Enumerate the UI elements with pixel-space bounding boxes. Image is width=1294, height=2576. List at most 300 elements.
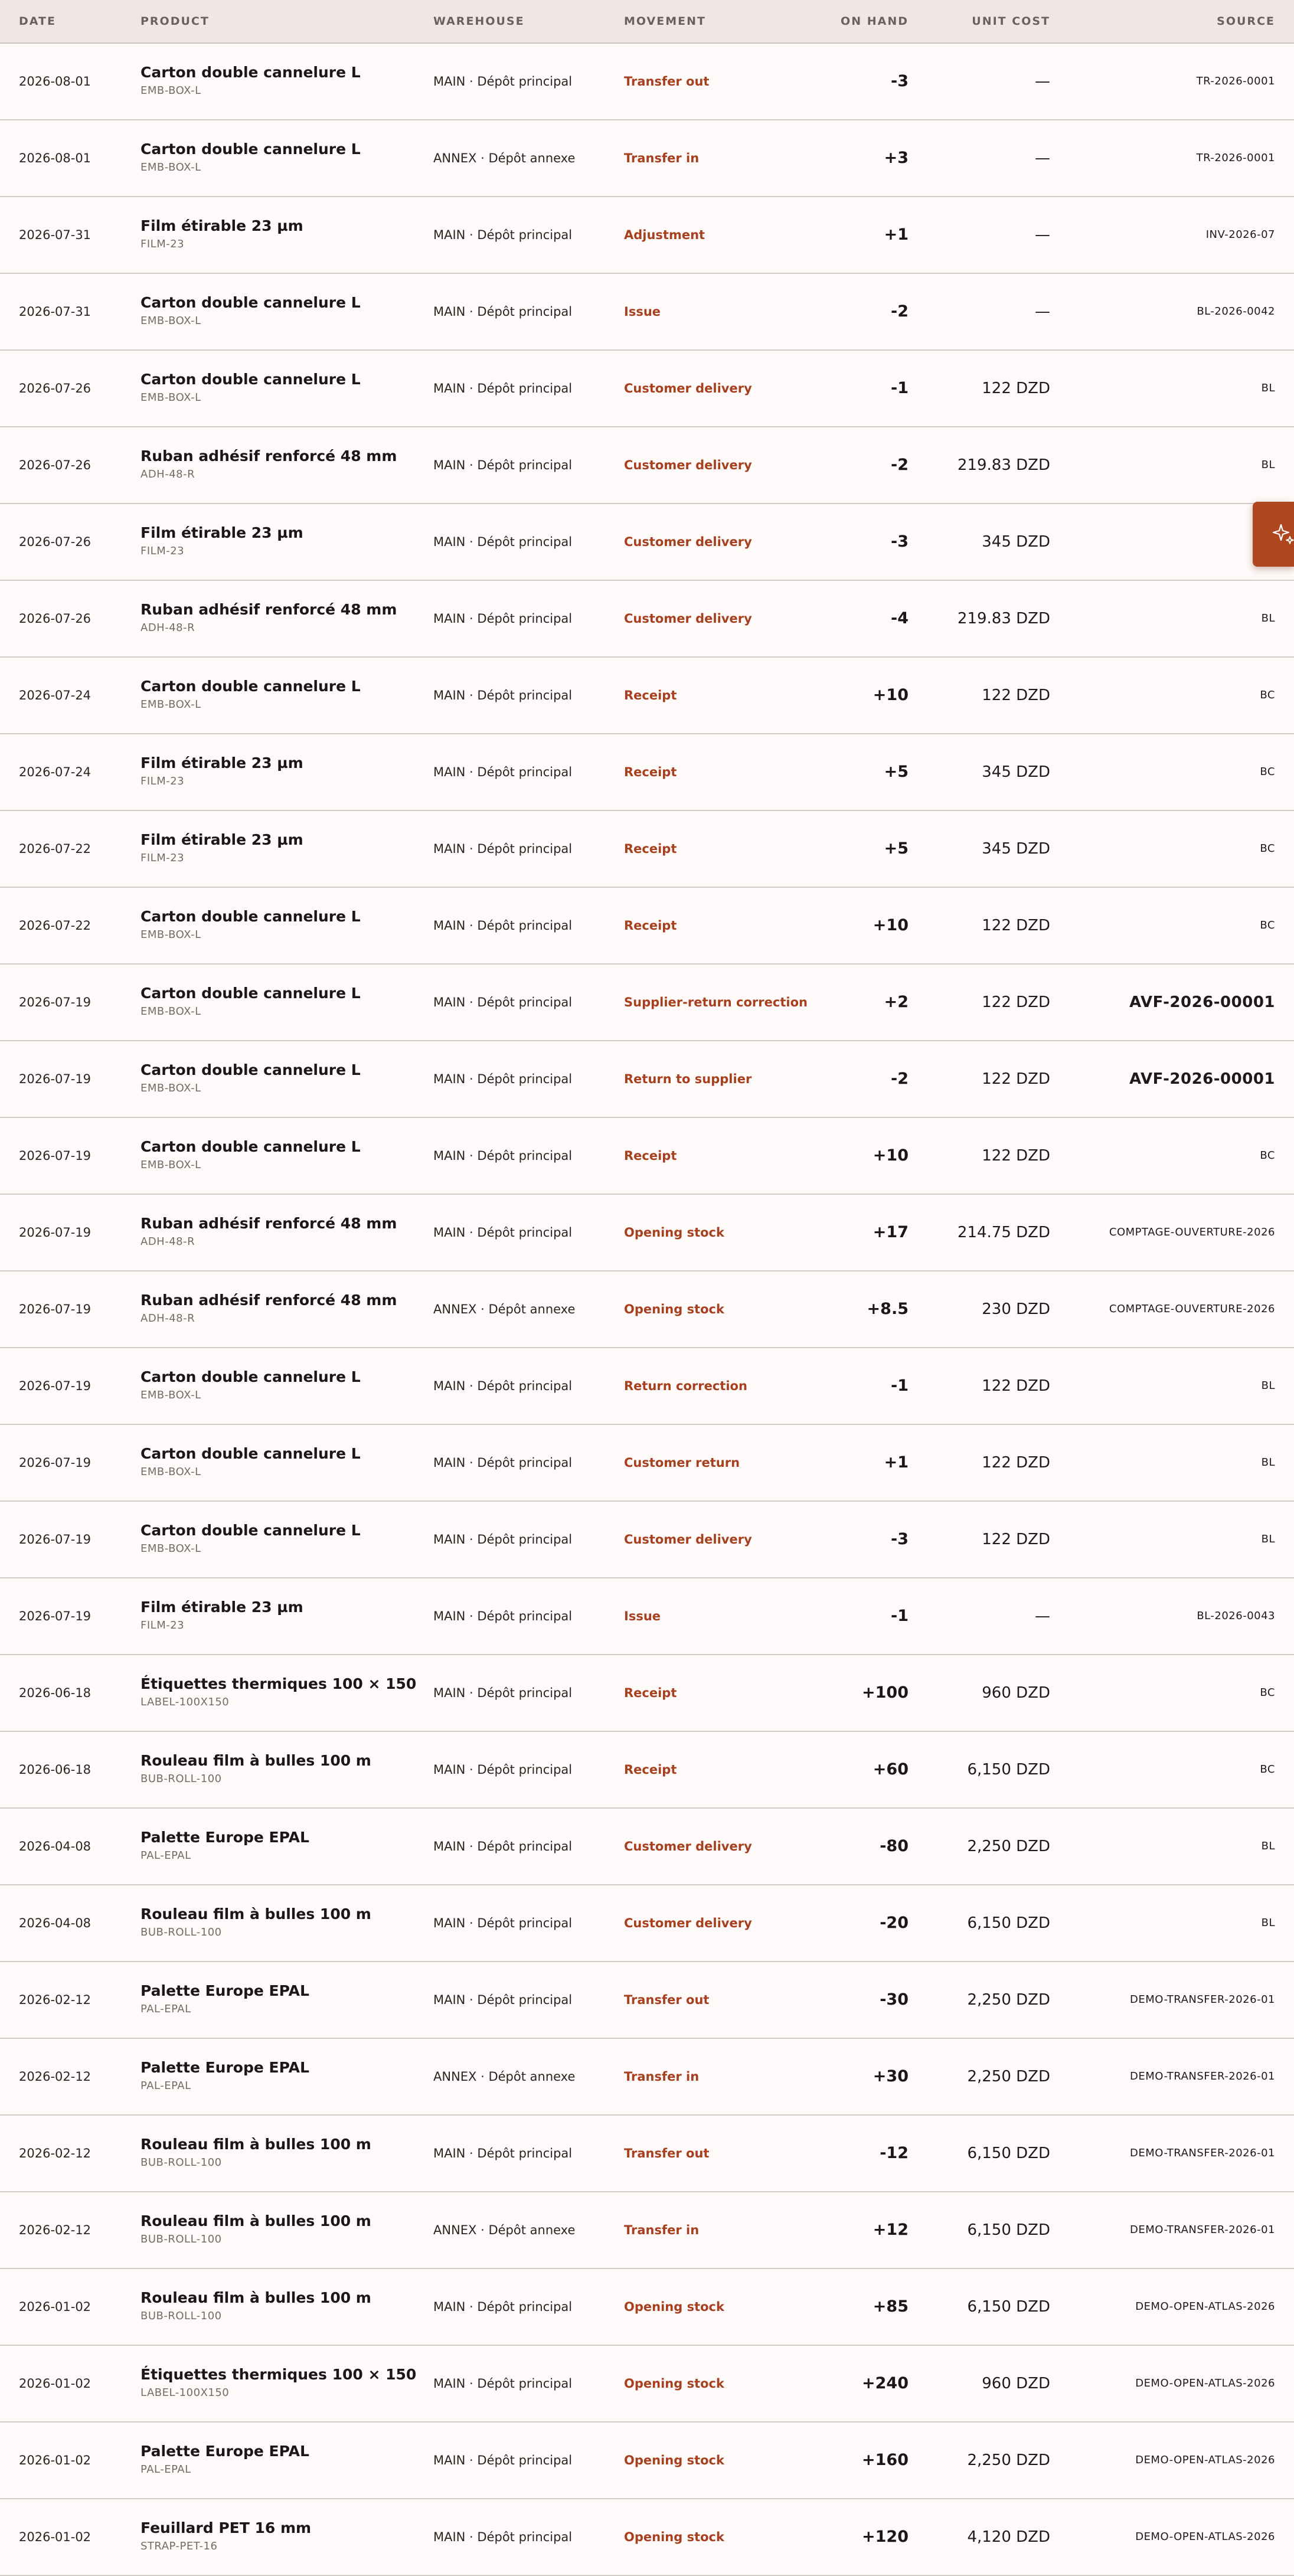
product-sku: LABEL-100X150 bbox=[140, 2387, 230, 2399]
row-warehouse: MAIN · Dépôt principal bbox=[433, 1456, 573, 1470]
row-on-hand: +12 bbox=[873, 2221, 909, 2239]
row-unit-cost: 2,250 DZD bbox=[967, 2451, 1050, 2469]
product-name: Carton double cannelure L bbox=[140, 678, 361, 695]
product-name: Feuillard PET 16 mm bbox=[140, 2519, 312, 2536]
row-product[interactable] bbox=[140, 2366, 416, 2400]
row-on-hand: -2 bbox=[891, 302, 909, 321]
row-product[interactable] bbox=[140, 1752, 371, 1786]
product-name: Ruban adhésif renforcé 48 mm bbox=[140, 447, 397, 465]
row-movement: Transfer out bbox=[624, 74, 710, 89]
row-warehouse: MAIN · Dépôt principal bbox=[433, 1993, 573, 2007]
row-product[interactable] bbox=[140, 64, 361, 98]
row-movement: Transfer out bbox=[624, 2146, 710, 2160]
row-on-hand: +160 bbox=[862, 2451, 909, 2469]
row-on-hand: +3 bbox=[884, 149, 909, 167]
row-date: 2026-07-24 bbox=[19, 765, 92, 779]
row-on-hand: -12 bbox=[880, 2144, 909, 2162]
row-unit-cost: 2,250 DZD bbox=[967, 1991, 1050, 2009]
row-source[interactable]: BC bbox=[1260, 766, 1275, 778]
product-sku: EMB-BOX-L bbox=[140, 84, 201, 97]
row-on-hand: +10 bbox=[873, 916, 909, 934]
table-row[interactable] bbox=[0, 1041, 1294, 1118]
row-source[interactable]: BC bbox=[1260, 1686, 1275, 1699]
product-name: Ruban adhésif renforcé 48 mm bbox=[140, 1215, 397, 1232]
row-movement: Transfer in bbox=[624, 151, 700, 165]
row-product[interactable] bbox=[140, 2212, 371, 2247]
row-product[interactable] bbox=[140, 140, 361, 175]
row-movement: Customer delivery bbox=[624, 1916, 752, 1930]
product-name: Film étirable 23 µm bbox=[140, 754, 303, 772]
row-unit-cost: — bbox=[1035, 226, 1050, 244]
row-date: 2026-07-24 bbox=[19, 688, 92, 702]
row-unit-cost: 345 DZD bbox=[982, 840, 1050, 858]
row-source[interactable]: TR-2026-0001 bbox=[1196, 152, 1275, 164]
row-product[interactable] bbox=[140, 831, 303, 865]
row-warehouse: MAIN · Dépôt principal bbox=[433, 1149, 573, 1163]
table-row[interactable] bbox=[0, 888, 1294, 965]
product-sku: ADH-48-R bbox=[140, 622, 195, 634]
product-name: Palette Europe EPAL bbox=[140, 1982, 309, 1999]
row-on-hand: -2 bbox=[891, 1070, 909, 1088]
row-source[interactable]: COMPTAGE-OUVERTURE-2026 bbox=[1109, 1303, 1275, 1315]
row-warehouse: MAIN · Dépôt principal bbox=[433, 1763, 573, 1777]
row-movement: Customer delivery bbox=[624, 535, 752, 549]
row-unit-cost: 2,250 DZD bbox=[967, 1838, 1050, 1855]
row-product[interactable] bbox=[140, 1982, 309, 2016]
row-date: 2026-07-22 bbox=[19, 842, 92, 856]
row-product[interactable] bbox=[140, 678, 361, 712]
row-date: 2026-01-02 bbox=[19, 2300, 92, 2314]
table-row[interactable] bbox=[0, 1578, 1294, 1655]
row-date: 2026-07-19 bbox=[19, 995, 92, 1009]
table-row[interactable] bbox=[0, 1809, 1294, 1885]
row-movement: Customer delivery bbox=[624, 381, 752, 395]
row-date: 2026-06-18 bbox=[19, 1763, 92, 1777]
row-movement: Customer delivery bbox=[624, 612, 752, 626]
product-sku: PAL-EPAL bbox=[140, 2003, 191, 2015]
product-name: Film étirable 23 µm bbox=[140, 831, 303, 848]
row-unit-cost: 345 DZD bbox=[982, 763, 1050, 781]
table-row[interactable] bbox=[0, 2423, 1294, 2499]
row-date: 2026-02-12 bbox=[19, 2223, 92, 2237]
row-warehouse: MAIN · Dépôt principal bbox=[433, 2376, 573, 2391]
header-product[interactable]: PRODUCT bbox=[140, 15, 210, 28]
row-unit-cost: — bbox=[1035, 149, 1050, 167]
product-name: Film étirable 23 µm bbox=[140, 217, 303, 234]
row-source[interactable]: COMPTAGE-OUVERTURE-2026 bbox=[1109, 1226, 1275, 1238]
table-row[interactable] bbox=[0, 2499, 1294, 2576]
table-row[interactable] bbox=[0, 658, 1294, 734]
row-source[interactable]: DEMO-OPEN-ATLAS-2026 bbox=[1135, 2454, 1275, 2466]
table-header bbox=[0, 0, 1294, 44]
row-warehouse: ANNEX · Dépôt annexe bbox=[433, 1302, 576, 1316]
row-warehouse: MAIN · Dépôt principal bbox=[433, 2300, 573, 2314]
row-unit-cost: 345 DZD bbox=[982, 533, 1050, 551]
row-date: 2026-08-01 bbox=[19, 151, 92, 165]
row-source[interactable]: BL bbox=[1261, 382, 1275, 394]
row-source[interactable]: BL-2026-0042 bbox=[1197, 305, 1275, 318]
row-warehouse: MAIN · Dépôt principal bbox=[433, 765, 573, 779]
row-product[interactable] bbox=[140, 1368, 361, 1403]
header-movement[interactable]: MOVEMENT bbox=[624, 15, 706, 28]
product-name: Carton double cannelure L bbox=[140, 64, 361, 81]
product-name: Carton double cannelure L bbox=[140, 140, 361, 158]
product-name: Film étirable 23 µm bbox=[140, 524, 303, 541]
row-product[interactable] bbox=[140, 1522, 361, 1556]
row-movement: Issue bbox=[624, 1609, 661, 1623]
row-product[interactable] bbox=[140, 1061, 361, 1096]
product-sku: EMB-BOX-L bbox=[140, 1466, 201, 1478]
row-product[interactable] bbox=[140, 754, 303, 789]
product-name: Rouleau film à bulles 100 m bbox=[140, 2212, 371, 2230]
row-movement: Transfer in bbox=[624, 2223, 700, 2237]
header-warehouse[interactable]: WAREHOUSE bbox=[433, 15, 525, 28]
row-unit-cost: 214.75 DZD bbox=[957, 1224, 1050, 1241]
row-date: 2026-07-26 bbox=[19, 612, 92, 626]
row-unit-cost: 122 DZD bbox=[982, 1377, 1050, 1395]
table-row[interactable] bbox=[0, 197, 1294, 274]
row-movement: Opening stock bbox=[624, 1225, 724, 1240]
product-name: Palette Europe EPAL bbox=[140, 2059, 309, 2076]
row-movement: Opening stock bbox=[624, 1302, 724, 1316]
sparkle-icon bbox=[1272, 522, 1294, 546]
row-on-hand: +17 bbox=[873, 1223, 909, 1241]
row-movement: Customer return bbox=[624, 1456, 740, 1470]
row-date: 2026-07-31 bbox=[19, 228, 92, 242]
row-on-hand: +5 bbox=[884, 839, 909, 858]
row-movement: Receipt bbox=[624, 688, 677, 702]
product-sku: PAL-EPAL bbox=[140, 2080, 191, 2092]
row-unit-cost: 6,150 DZD bbox=[967, 2221, 1050, 2239]
product-sku: STRAP-PET-16 bbox=[140, 2540, 218, 2552]
row-unit-cost: 219.83 DZD bbox=[957, 610, 1050, 627]
row-warehouse: MAIN · Dépôt principal bbox=[433, 1072, 573, 1086]
movements-table-body bbox=[0, 44, 1294, 2576]
row-unit-cost: 6,150 DZD bbox=[967, 1914, 1050, 1932]
row-movement: Issue bbox=[624, 305, 661, 319]
row-source[interactable]: AVF-2026-00001 bbox=[1129, 993, 1275, 1011]
row-warehouse: MAIN · Dépôt principal bbox=[433, 305, 573, 319]
row-source[interactable]: DEMO-OPEN-ATLAS-2026 bbox=[1135, 2300, 1275, 2313]
table-row[interactable] bbox=[0, 2346, 1294, 2423]
product-sku: PAL-EPAL bbox=[140, 2463, 191, 2476]
row-product[interactable] bbox=[140, 2136, 371, 2170]
product-name: Étiquettes thermiques 100 × 150 bbox=[140, 2366, 417, 2383]
product-sku: EMB-BOX-L bbox=[140, 315, 201, 327]
row-date: 2026-01-02 bbox=[19, 2530, 92, 2544]
row-on-hand: -1 bbox=[891, 379, 909, 397]
row-warehouse: MAIN · Dépôt principal bbox=[433, 1609, 573, 1623]
row-movement: Return to supplier bbox=[624, 1072, 752, 1086]
product-name: Étiquettes thermiques 100 × 150 bbox=[140, 1675, 417, 1692]
table-row[interactable] bbox=[0, 1118, 1294, 1195]
product-name: Carton double cannelure L bbox=[140, 371, 361, 388]
row-on-hand: -20 bbox=[880, 1914, 909, 1932]
product-name: Carton double cannelure L bbox=[140, 908, 361, 925]
row-warehouse: ANNEX · Dépôt annexe bbox=[433, 2223, 576, 2237]
row-date: 2026-07-26 bbox=[19, 458, 92, 472]
row-on-hand: +1 bbox=[884, 1453, 909, 1472]
product-sku: BUB-ROLL-100 bbox=[140, 2233, 222, 2245]
row-source[interactable]: DEMO-TRANSFER-2026-01 bbox=[1130, 1993, 1275, 2006]
row-source[interactable]: INV-2026-07 bbox=[1205, 228, 1275, 241]
header-date[interactable]: DATE bbox=[19, 15, 56, 28]
row-source[interactable]: DEMO-TRANSFER-2026-01 bbox=[1130, 2147, 1275, 2159]
row-product[interactable] bbox=[140, 1829, 309, 1863]
table-row[interactable] bbox=[0, 1348, 1294, 1425]
row-product[interactable] bbox=[140, 1292, 397, 1326]
row-on-hand: -80 bbox=[880, 1837, 909, 1855]
row-source[interactable]: BL bbox=[1261, 1456, 1275, 1469]
product-name: Carton double cannelure L bbox=[140, 985, 361, 1002]
row-movement: Adjustment bbox=[624, 228, 705, 242]
table-row[interactable] bbox=[0, 1655, 1294, 1732]
product-name: Ruban adhésif renforcé 48 mm bbox=[140, 601, 397, 618]
row-unit-cost: 6,150 DZD bbox=[967, 2145, 1050, 2162]
product-sku: EMB-BOX-L bbox=[140, 1082, 201, 1094]
row-unit-cost: 122 DZD bbox=[982, 1454, 1050, 1472]
product-name: Carton double cannelure L bbox=[140, 1445, 361, 1462]
product-name: Rouleau film à bulles 100 m bbox=[140, 2136, 371, 2153]
row-warehouse: ANNEX · Dépôt annexe bbox=[433, 2070, 576, 2084]
row-movement: Receipt bbox=[624, 1149, 677, 1163]
row-source[interactable]: BL bbox=[1261, 1917, 1275, 1929]
row-on-hand: -30 bbox=[880, 1990, 909, 2009]
product-sku: EMB-BOX-L bbox=[140, 698, 201, 711]
product-sku: FILM-23 bbox=[140, 238, 185, 250]
row-source[interactable]: BC bbox=[1260, 1763, 1275, 1776]
row-source[interactable]: BC bbox=[1260, 689, 1275, 701]
row-date: 2026-07-19 bbox=[19, 1302, 92, 1316]
table-row[interactable] bbox=[0, 351, 1294, 427]
row-product[interactable] bbox=[140, 447, 397, 482]
row-movement: Receipt bbox=[624, 1686, 677, 1700]
product-sku: EMB-BOX-L bbox=[140, 1005, 201, 1018]
row-on-hand: -1 bbox=[891, 1607, 909, 1625]
table-row[interactable] bbox=[0, 1195, 1294, 1271]
table-row[interactable] bbox=[0, 965, 1294, 1041]
row-unit-cost: 122 DZD bbox=[982, 1147, 1050, 1165]
product-sku: FILM-23 bbox=[140, 775, 185, 787]
row-product[interactable] bbox=[140, 1675, 416, 1709]
product-name: Carton double cannelure L bbox=[140, 294, 361, 311]
product-name: Rouleau film à bulles 100 m bbox=[140, 1752, 371, 1769]
row-on-hand: +10 bbox=[873, 686, 909, 704]
table-row[interactable] bbox=[0, 504, 1294, 581]
row-unit-cost: 6,150 DZD bbox=[967, 1761, 1050, 1779]
product-sku: BUB-ROLL-100 bbox=[140, 1773, 222, 1785]
row-source[interactable]: BL bbox=[1261, 612, 1275, 625]
row-unit-cost: 122 DZD bbox=[982, 1531, 1050, 1548]
product-sku: EMB-BOX-L bbox=[140, 929, 201, 941]
row-source[interactable]: DEMO-OPEN-ATLAS-2026 bbox=[1135, 2531, 1275, 2543]
row-date: 2026-06-18 bbox=[19, 1686, 92, 1700]
row-on-hand: -4 bbox=[891, 609, 909, 627]
row-source[interactable]: AVF-2026-00001 bbox=[1129, 1070, 1275, 1088]
row-product[interactable] bbox=[140, 985, 361, 1019]
row-product[interactable] bbox=[140, 1905, 371, 1940]
row-unit-cost: 230 DZD bbox=[982, 1300, 1050, 1318]
row-movement: Opening stock bbox=[624, 2376, 724, 2391]
row-source[interactable]: DEMO-OPEN-ATLAS-2026 bbox=[1135, 2377, 1275, 2389]
row-warehouse: MAIN · Dépôt principal bbox=[433, 612, 573, 626]
row-source[interactable]: BC bbox=[1260, 1149, 1275, 1162]
row-warehouse: MAIN · Dépôt principal bbox=[433, 535, 573, 549]
product-sku: LABEL-100X150 bbox=[140, 1696, 230, 1708]
table-row[interactable] bbox=[0, 581, 1294, 658]
table-row[interactable] bbox=[0, 1962, 1294, 2039]
product-sku: EMB-BOX-L bbox=[140, 161, 201, 174]
row-unit-cost: 960 DZD bbox=[982, 1684, 1050, 1702]
product-sku: FILM-23 bbox=[140, 545, 185, 557]
table-row[interactable] bbox=[0, 1502, 1294, 1578]
row-on-hand: +1 bbox=[884, 225, 909, 244]
product-sku: EMB-BOX-L bbox=[140, 1542, 201, 1555]
row-unit-cost: 122 DZD bbox=[982, 993, 1050, 1011]
row-date: 2026-07-22 bbox=[19, 918, 92, 933]
row-product[interactable] bbox=[140, 217, 303, 251]
row-source[interactable]: BL bbox=[1261, 1379, 1275, 1392]
product-sku: BUB-ROLL-100 bbox=[140, 1926, 222, 1938]
table-row[interactable] bbox=[0, 811, 1294, 888]
row-date: 2026-07-26 bbox=[19, 535, 92, 549]
table-row[interactable] bbox=[0, 2192, 1294, 2269]
row-warehouse: MAIN · Dépôt principal bbox=[433, 1686, 573, 1700]
row-source[interactable]: TR-2026-0001 bbox=[1196, 75, 1275, 87]
row-movement: Customer delivery bbox=[624, 458, 752, 472]
row-date: 2026-02-12 bbox=[19, 1993, 92, 2007]
row-source[interactable]: BL bbox=[1261, 459, 1275, 471]
row-warehouse: MAIN · Dépôt principal bbox=[433, 228, 573, 242]
row-unit-cost: 6,150 DZD bbox=[967, 2298, 1050, 2316]
header-unit-cost[interactable]: UNIT COST bbox=[972, 15, 1050, 28]
row-product[interactable] bbox=[140, 294, 361, 328]
row-warehouse: MAIN · Dépôt principal bbox=[433, 458, 573, 472]
row-date: 2026-07-19 bbox=[19, 1609, 92, 1623]
row-on-hand: -1 bbox=[891, 1377, 909, 1395]
product-name: Palette Europe EPAL bbox=[140, 2443, 309, 2460]
row-product[interactable] bbox=[140, 908, 361, 942]
product-sku: FILM-23 bbox=[140, 852, 185, 864]
table-row[interactable] bbox=[0, 1425, 1294, 1502]
row-date: 2026-07-26 bbox=[19, 381, 92, 395]
row-product[interactable] bbox=[140, 1598, 303, 1633]
row-date: 2026-07-19 bbox=[19, 1149, 92, 1163]
row-product[interactable] bbox=[140, 371, 361, 405]
row-date: 2026-02-12 bbox=[19, 2070, 92, 2084]
row-source[interactable]: BL bbox=[1261, 1533, 1275, 1545]
product-sku: FILM-23 bbox=[140, 1619, 185, 1632]
row-warehouse: MAIN · Dépôt principal bbox=[433, 2146, 573, 2160]
row-movement: Receipt bbox=[624, 1763, 677, 1777]
row-warehouse: MAIN · Dépôt principal bbox=[433, 1379, 573, 1393]
row-on-hand: -3 bbox=[891, 72, 909, 90]
row-movement: Opening stock bbox=[624, 2300, 724, 2314]
row-warehouse: MAIN · Dépôt principal bbox=[433, 842, 573, 856]
product-name: Carton double cannelure L bbox=[140, 1522, 361, 1539]
row-date: 2026-07-31 bbox=[19, 305, 92, 319]
product-sku: BUB-ROLL-100 bbox=[140, 2156, 222, 2169]
row-unit-cost: — bbox=[1035, 1607, 1050, 1625]
row-date: 2026-07-19 bbox=[19, 1072, 92, 1086]
row-source[interactable]: DEMO-TRANSFER-2026-01 bbox=[1130, 2224, 1275, 2236]
row-warehouse: ANNEX · Dépôt annexe bbox=[433, 151, 576, 165]
row-unit-cost: — bbox=[1035, 73, 1050, 90]
table-row[interactable] bbox=[0, 2039, 1294, 2116]
row-date: 2026-07-19 bbox=[19, 1379, 92, 1393]
row-product[interactable] bbox=[140, 601, 397, 635]
product-name: Rouleau film à bulles 100 m bbox=[140, 2289, 371, 2306]
header-source[interactable]: SOURCE bbox=[1217, 15, 1275, 28]
row-unit-cost: 122 DZD bbox=[982, 1070, 1050, 1088]
row-product[interactable] bbox=[140, 2059, 309, 2093]
row-unit-cost: 2,250 DZD bbox=[967, 2068, 1050, 2085]
row-unit-cost: — bbox=[1035, 303, 1050, 321]
assistant-button[interactable] bbox=[1253, 502, 1294, 567]
row-date: 2026-04-08 bbox=[19, 1839, 92, 1853]
table-row[interactable] bbox=[0, 44, 1294, 120]
row-product[interactable] bbox=[140, 1215, 397, 1249]
row-movement: Opening stock bbox=[624, 2453, 724, 2467]
row-product[interactable] bbox=[140, 2443, 309, 2477]
row-on-hand: +8.5 bbox=[867, 1300, 909, 1318]
row-on-hand: +5 bbox=[884, 763, 909, 781]
row-on-hand: +120 bbox=[862, 2528, 909, 2546]
product-sku: EMB-BOX-L bbox=[140, 1159, 201, 1171]
row-on-hand: +2 bbox=[884, 993, 909, 1011]
table-row[interactable] bbox=[0, 2269, 1294, 2346]
row-warehouse: MAIN · Dépôt principal bbox=[433, 1839, 573, 1853]
row-unit-cost: 122 DZD bbox=[982, 380, 1050, 397]
row-on-hand: -3 bbox=[891, 1530, 909, 1548]
row-warehouse: MAIN · Dépôt principal bbox=[433, 995, 573, 1009]
table-row[interactable] bbox=[0, 120, 1294, 197]
row-warehouse: MAIN · Dépôt principal bbox=[433, 74, 573, 89]
row-date: 2026-07-19 bbox=[19, 1532, 92, 1547]
row-warehouse: MAIN · Dépôt principal bbox=[433, 381, 573, 395]
row-date: 2026-01-02 bbox=[19, 2376, 92, 2391]
row-product[interactable] bbox=[140, 1445, 361, 1479]
table-row[interactable] bbox=[0, 427, 1294, 504]
product-sku: ADH-48-R bbox=[140, 1312, 195, 1325]
table-row[interactable] bbox=[0, 1885, 1294, 1962]
row-movement: Receipt bbox=[624, 765, 677, 779]
row-movement: Receipt bbox=[624, 842, 677, 856]
product-name: Carton double cannelure L bbox=[140, 1138, 361, 1155]
row-source[interactable]: BC bbox=[1260, 919, 1275, 931]
row-product[interactable] bbox=[140, 2289, 371, 2323]
row-product[interactable] bbox=[140, 2519, 311, 2554]
header-on-hand[interactable]: ON HAND bbox=[841, 15, 909, 28]
table-row[interactable] bbox=[0, 1732, 1294, 1809]
row-source[interactable]: BC bbox=[1260, 842, 1275, 855]
row-source[interactable]: BL bbox=[1261, 1840, 1275, 1852]
row-product[interactable] bbox=[140, 1138, 361, 1172]
product-sku: BUB-ROLL-100 bbox=[140, 2310, 222, 2322]
row-source[interactable]: BL-2026-0043 bbox=[1197, 1610, 1275, 1622]
table-row[interactable] bbox=[0, 274, 1294, 351]
row-movement: Customer delivery bbox=[624, 1839, 752, 1853]
table-row[interactable] bbox=[0, 2116, 1294, 2192]
table-row[interactable] bbox=[0, 734, 1294, 811]
table-row[interactable] bbox=[0, 1271, 1294, 1348]
row-source[interactable]: DEMO-TRANSFER-2026-01 bbox=[1130, 2070, 1275, 2083]
row-warehouse: MAIN · Dépôt principal bbox=[433, 1532, 573, 1547]
row-product[interactable] bbox=[140, 524, 303, 558]
row-warehouse: MAIN · Dépôt principal bbox=[433, 1225, 573, 1240]
product-sku: ADH-48-R bbox=[140, 468, 195, 480]
row-on-hand: -3 bbox=[891, 532, 909, 551]
